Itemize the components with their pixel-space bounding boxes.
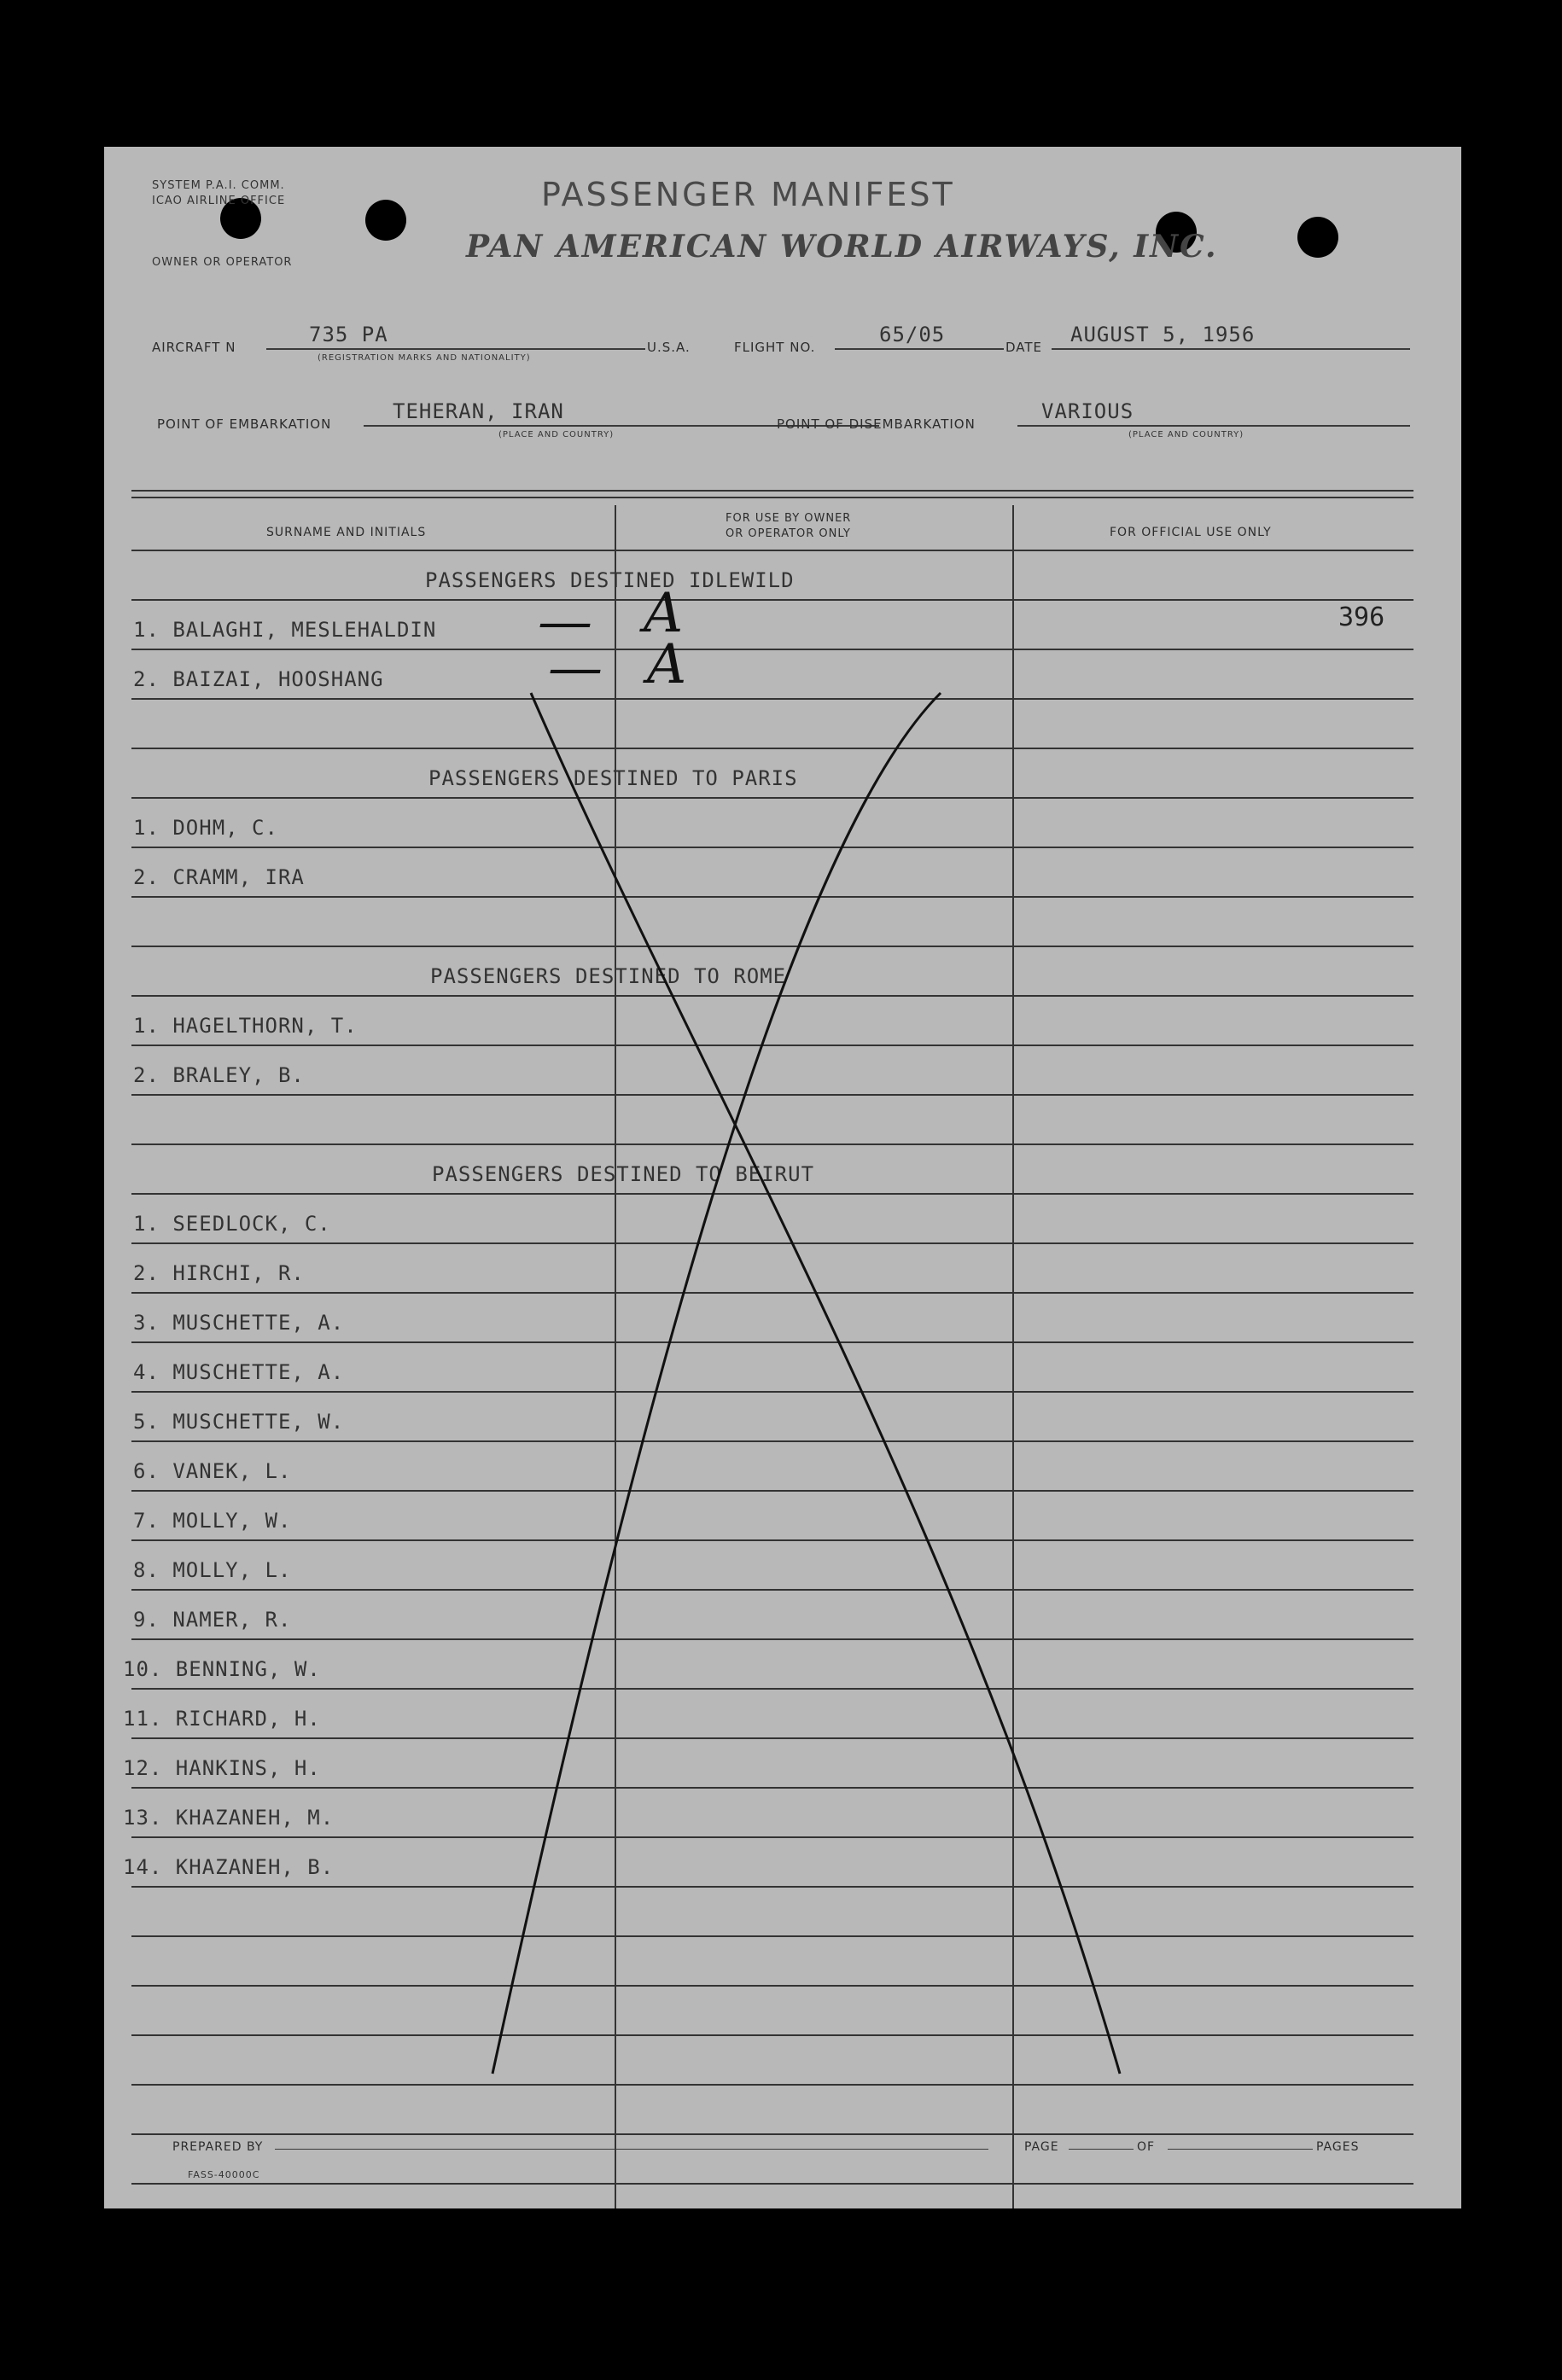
passenger-row: 1. DOHM, C. bbox=[133, 816, 278, 840]
passenger-row: 14. KHAZANEH, B. bbox=[123, 1855, 335, 1879]
embark-label: POINT OF EMBARKATION bbox=[157, 416, 332, 432]
usa-label: U.S.A. bbox=[647, 340, 691, 355]
handwritten-dash: — bbox=[538, 591, 592, 654]
col-official-header: FOR OFFICIAL USE ONLY bbox=[1110, 526, 1272, 539]
official-number: 396 bbox=[1338, 602, 1385, 632]
passenger-row: 1. HAGELTHORN, T. bbox=[133, 1014, 358, 1038]
cross-out-mark bbox=[104, 147, 1461, 2208]
col-surname-header: SURNAME AND INITIALS bbox=[266, 526, 427, 539]
flight-no-label: FLIGHT NO. bbox=[734, 340, 816, 355]
group-heading-paris: PASSENGERS DESTINED TO PARIS bbox=[428, 766, 798, 790]
passenger-row: 13. KHAZANEH, M. bbox=[123, 1806, 335, 1830]
aircraft-caption: (REGISTRATION MARKS AND NATIONALITY) bbox=[318, 353, 531, 363]
passenger-row: 8. MOLLY, L. bbox=[133, 1558, 292, 1582]
group-heading-idlewild: PASSENGERS DESTINED IDLEWILD bbox=[425, 568, 795, 592]
passenger-row: 9. NAMER, R. bbox=[133, 1608, 292, 1632]
page-title: PASSENGER MANIFEST bbox=[541, 176, 955, 213]
group-heading-beirut: PASSENGERS DESTINED TO BEIRUT bbox=[432, 1162, 815, 1186]
disembark-caption: (PLACE AND COUNTRY) bbox=[1128, 430, 1244, 439]
passenger-row: 1. SEEDLOCK, C. bbox=[133, 1212, 331, 1236]
aircraft-value: 735 PA bbox=[309, 323, 388, 346]
form-code: FASS-40000C bbox=[188, 2169, 260, 2180]
passenger-row: 4. MUSCHETTE, A. bbox=[133, 1360, 345, 1384]
date-label: DATE bbox=[1005, 340, 1043, 355]
pages-label: PAGES bbox=[1316, 2140, 1360, 2154]
flight-no-value: 65/05 bbox=[879, 323, 946, 346]
handwritten-mark: A bbox=[644, 582, 684, 645]
page-label: PAGE bbox=[1024, 2140, 1059, 2154]
manifest-sheet bbox=[104, 147, 1461, 2208]
of-label: OF bbox=[1137, 2140, 1156, 2154]
passenger-row: 6. VANEK, L. bbox=[133, 1459, 292, 1483]
date-value: AUGUST 5, 1956 bbox=[1070, 323, 1256, 346]
passenger-row: 11. RICHARD, H. bbox=[123, 1707, 321, 1731]
passenger-row: 2. HIRCHI, R. bbox=[133, 1261, 305, 1285]
icao-code: ICAO AIRLINE OFFICE bbox=[152, 195, 286, 207]
passenger-row: 10. BENNING, W. bbox=[123, 1657, 321, 1681]
embark-caption: (PLACE AND COUNTRY) bbox=[498, 430, 615, 439]
handwritten-mark: A bbox=[647, 633, 687, 696]
passenger-row: 2. CRAMM, IRA bbox=[133, 865, 305, 889]
system-code: SYSTEM P.A.I. COMM. bbox=[152, 179, 285, 192]
disembark-label: POINT OF DISEMBARKATION bbox=[777, 416, 976, 432]
embark-value: TEHERAN, IRAN bbox=[393, 399, 564, 423]
aircraft-label: AIRCRAFT N bbox=[152, 340, 236, 355]
passenger-row: 5. MUSCHETTE, W. bbox=[133, 1410, 345, 1434]
group-heading-rome: PASSENGERS DESTINED TO ROME bbox=[430, 964, 787, 988]
passenger-row: 12. HANKINS, H. bbox=[123, 1756, 321, 1780]
passenger-row: 3. MUSCHETTE, A. bbox=[133, 1311, 345, 1335]
disembark-value: VARIOUS bbox=[1041, 399, 1134, 423]
owner-label: OWNER OR OPERATOR bbox=[152, 256, 293, 269]
passenger-row: 1. BALAGHI, MESLEHALDIN bbox=[133, 618, 437, 642]
operator-name: PAN AMERICAN WORLD AIRWAYS, INC. bbox=[466, 229, 1218, 265]
passenger-row: 2. BRALEY, B. bbox=[133, 1063, 305, 1087]
prepared-by-label: PREPARED BY bbox=[172, 2140, 264, 2154]
handwritten-dash: — bbox=[548, 637, 603, 700]
passenger-row: 7. MOLLY, W. bbox=[133, 1509, 292, 1533]
col-owner-header-1: FOR USE BY OWNER bbox=[726, 512, 852, 525]
col-owner-header-2: OR OPERATOR ONLY bbox=[726, 527, 851, 540]
passenger-row: 2. BAIZAI, HOOSHANG bbox=[133, 667, 384, 691]
